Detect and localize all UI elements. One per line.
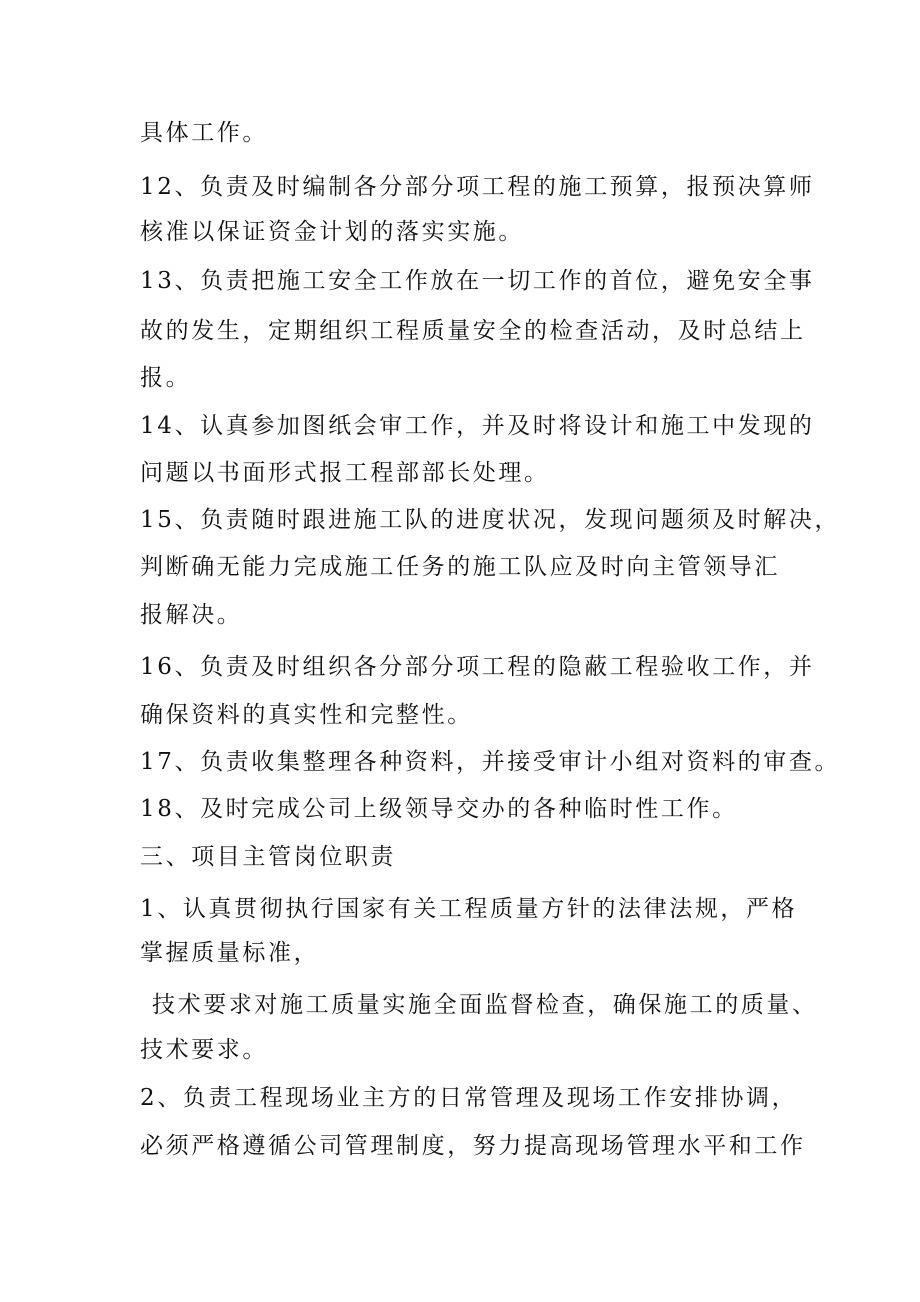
text-line: 18、及时完成公司上级领导交办的各种临时性工作。 [140, 796, 738, 822]
text-line: 报。 [140, 365, 192, 391]
text-line: 掌握质量标准， [140, 940, 320, 966]
text-line: 2、负责工程现场业主方的日常管理及现场工作安排协调， [140, 1085, 798, 1111]
text-line: 12、负责及时编制各分部分项工程的施工预算，报预决算师 [140, 174, 815, 200]
text-line: 必须严格遵循公司管理制度，努力提高现场管理水平和工作 [140, 1133, 806, 1159]
text-line: 13、负责把施工安全工作放在一切工作的首位，避免安全事 [140, 268, 815, 294]
section-heading: 三、项目主管岗位职责 [140, 844, 396, 870]
text-line: 17、负责收集整理各种资料，并接受审计小组对资料的审查。 [140, 749, 841, 775]
text-line: 故的发生，定期组织工程质量安全的检查活动，及时总结上 [140, 318, 806, 344]
text-line: 15、负责随时跟进施工队的进度状况，发现问题须及时解决， [140, 507, 841, 533]
text-line: 核准以保证资金计划的落实实施。 [140, 219, 524, 245]
text-line: 技术要求。 [140, 1037, 268, 1063]
text-line: 技术要求对施工质量实施全面监督检查，确保施工的质量、 [152, 992, 818, 1018]
text-line: 1、认真贯彻执行国家有关工程质量方针的法律法规，严格 [140, 896, 798, 922]
text-line: 具体工作。 [140, 120, 268, 146]
text-line: 问题以书面形式报工程部部长处理。 [140, 460, 550, 486]
text-line: 16、负责及时组织各分部分项工程的隐蔽工程验收工作，并 [140, 654, 815, 680]
text-line: 判断确无能力完成施工任务的施工队应及时向主管领导汇 [140, 554, 780, 580]
text-line: 确保资料的真实性和完整性。 [140, 702, 473, 728]
text-line: 14、认真参加图纸会审工作，并及时将设计和施工中发现的 [140, 413, 815, 439]
text-line: 报解决。 [140, 602, 243, 628]
